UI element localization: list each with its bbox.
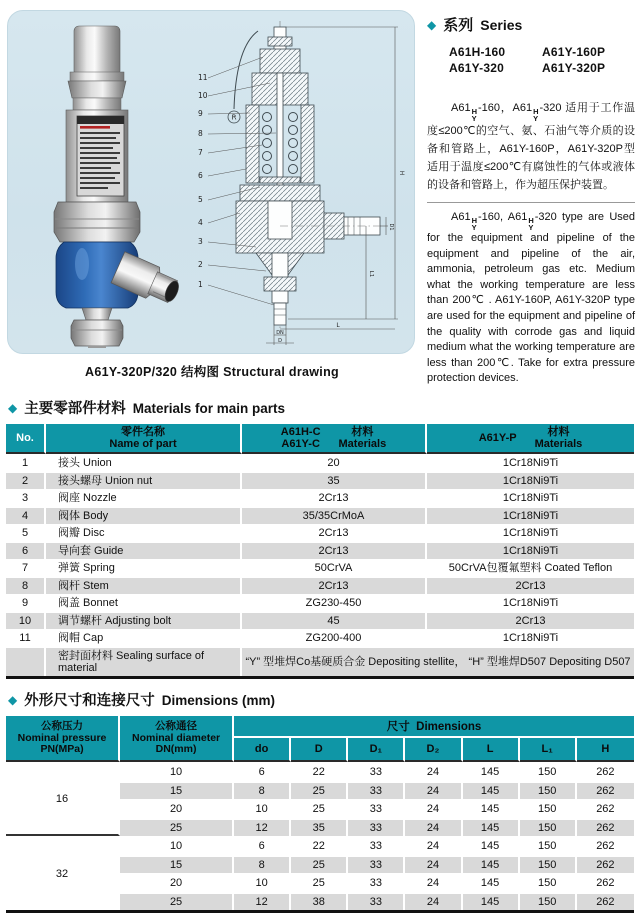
valve-flange-nut (54, 202, 140, 242)
table-row (6, 541, 634, 559)
table-cell: ZG230-450 (242, 594, 427, 612)
table-cell: 接头螺母 Union nut (46, 471, 242, 489)
callout-number: 9 (197, 109, 203, 118)
table-cell: 25 (291, 873, 348, 892)
table-row (6, 594, 634, 612)
table-cell: 12 (234, 892, 291, 911)
table-cell: 10 (6, 611, 46, 629)
table-cell: 35 (291, 818, 348, 837)
drawing-label-r: R (231, 113, 236, 122)
materials-header-no: No. (6, 424, 46, 454)
table-cell: 33 (348, 762, 405, 781)
dims-header-pn: 公称压力 Nominal pressure PN(MPa) (6, 716, 120, 762)
valve-stem-tip (88, 346, 106, 348)
materials-title-zh: 主要零部件材料 (24, 400, 126, 417)
series-model: A61Y-320 (449, 61, 504, 75)
table-cell: 150 (520, 836, 577, 855)
table-cell: 145 (463, 818, 520, 837)
table-cell: 25 (291, 855, 348, 874)
table-cell: 1Cr18Ni9Ti (427, 541, 634, 559)
table-cell: 145 (463, 762, 520, 781)
table-cell: 150 (520, 855, 577, 874)
table-row (6, 836, 634, 855)
table-cell: 4 (6, 506, 46, 524)
svg-text:L: L (335, 322, 340, 329)
table-cell: 150 (520, 892, 577, 911)
table-cell: 24 (405, 873, 462, 892)
table-cell: 1Cr18Ni9Ti (427, 489, 634, 507)
dims-subheader: D₁ (348, 738, 405, 762)
table-cell: 50CrVA包覆氟塑料 Coated Teflon (427, 559, 634, 577)
table-cell: 150 (520, 873, 577, 892)
series-model: A61H-160 (449, 45, 506, 59)
product-panel (7, 10, 415, 354)
valve-hex-collar (68, 81, 126, 98)
dimensions-section-heading (8, 689, 640, 710)
sealing-surface-row (6, 646, 634, 676)
table-cell: 25 (291, 781, 348, 800)
table-cell: 22 (291, 762, 348, 781)
table-cell: 2Cr13 (242, 524, 427, 542)
table-cell: 7 (6, 559, 46, 577)
dims-subheader: L (463, 738, 520, 762)
table-row (6, 506, 634, 524)
table-cell: 24 (405, 762, 462, 781)
materials-header-a61hc: A61H-C A61Y-C 材料 Materials (242, 424, 427, 454)
table-cell: 阀体 Body (46, 506, 242, 524)
table-cell: 3 (6, 489, 46, 507)
table-row (6, 559, 634, 577)
table-cell: 2 (6, 471, 46, 489)
table-cell: 1 (6, 454, 46, 472)
table-row (6, 762, 634, 781)
callout-number: 6 (197, 171, 203, 180)
table-cell: 145 (463, 781, 520, 800)
table-cell: 150 (520, 762, 577, 781)
table-cell: 150 (520, 799, 577, 818)
diamond-bullet-icon: ◆ (8, 693, 18, 708)
table-cell: 262 (577, 892, 634, 911)
callout-number: 11 (197, 73, 208, 82)
structural-drawing-container (186, 11, 414, 353)
paragraph-divider (427, 202, 635, 203)
table-row (6, 524, 634, 542)
table-cell (6, 646, 46, 676)
table-cell: 2Cr13 (242, 541, 427, 559)
table-cell: 12 (234, 818, 291, 837)
table-cell: 10 (234, 799, 291, 818)
table-cell: 15 (120, 781, 234, 800)
table-row (6, 629, 634, 647)
dims-header-dn: 公称通径 Nominal diameter DN(mm) (120, 716, 234, 762)
table-row (6, 454, 634, 472)
table-cell: 阀瓣 Disc (46, 524, 242, 542)
table-cell: 8 (6, 576, 46, 594)
table-cell: 10 (120, 836, 234, 855)
dims-subheader: L₁ (520, 738, 577, 762)
table-cell: 262 (577, 855, 634, 874)
table-cell: 阀杆 Stem (46, 576, 242, 594)
table-cell: 6 (6, 541, 46, 559)
table-cell: 35 (242, 471, 427, 489)
callout-number: 2 (197, 260, 203, 269)
dims-subheader: D (291, 738, 348, 762)
table-cell: 150 (520, 781, 577, 800)
series-model-list (427, 45, 635, 75)
table-cell: 9 (6, 594, 46, 612)
description-zh: A61 H Y -160，A61 H Y -320 适用于工作温度≤200℃的空气、氨、石油气等介质的设备和管路上，A61Y-160P，A61Y-320P型适用于温度≤200℃有腐蚀性的气体或液体的设备和管路上，作为超压保护装置。 (427, 102, 636, 191)
drawing-caption: A61Y-320P/320 结构图 Structural drawing (85, 365, 339, 379)
diamond-bullet-icon: ◆ (427, 18, 437, 32)
valve-union-nut (71, 320, 123, 346)
table-cell: 145 (463, 855, 520, 874)
table-cell: 24 (405, 781, 462, 800)
svg-text:L1: L1 (367, 270, 374, 278)
callout-number: 1 (197, 280, 203, 289)
series-column (427, 10, 635, 387)
table-cell: 阀帽 Cap (46, 629, 242, 647)
illustration-column (7, 10, 417, 387)
table-cell: 弹簧 Spring (46, 559, 242, 577)
dimensions-title-zh: 外形尺寸和连接尺寸 (24, 693, 155, 710)
table-cell: 2Cr13 (427, 576, 634, 594)
table-row (6, 489, 634, 507)
table-cell: 调节螺杆 Adjusting bolt (46, 611, 242, 629)
table-cell: 262 (577, 836, 634, 855)
materials-title-en: Materials for main parts (132, 400, 286, 416)
table-cell: 导向套 Guide (46, 541, 242, 559)
series-title-en: Series (480, 17, 523, 33)
table-cell: 15 (120, 855, 234, 874)
table-cell: 262 (577, 799, 634, 818)
svg-text:H: H (397, 170, 405, 176)
table-cell: 262 (577, 818, 634, 837)
dims-subheader: H (577, 738, 634, 762)
callout-number: 4 (197, 218, 203, 227)
table-cell: 阀盖 Bonnet (46, 594, 242, 612)
table-row (6, 471, 634, 489)
materials-header-name: 零件名称 Name of part (46, 424, 242, 454)
description-en: A61 H Y -160, A61 H Y -320 type are Used for the equipment and pipeline of the equipment and pipeline of the air, ammonia, petroleum gas etc. Medium what the working temperature are less than 200℃ . A61Y-160P, A61Y-320P type are used for the equipment and pipeline of the quality with corrode gas and liquid medium what the working temperature are less than 200℃. Take for extra pressure protection devices. (427, 211, 635, 385)
table-cell: 10 (234, 873, 291, 892)
dimensions-table (6, 716, 634, 913)
table-cell: 25 (291, 799, 348, 818)
materials-section-heading (8, 397, 640, 418)
table-cell: 33 (348, 799, 405, 818)
dims-header-dimensions: 尺寸 Dimensions (234, 716, 634, 738)
table-cell: 2Cr13 (242, 576, 427, 594)
svg-text:D1: D1 (387, 223, 394, 231)
table-cell: 145 (463, 892, 520, 911)
table-cell: 阀座 Nozzle (46, 489, 242, 507)
table-cell: 25 (120, 892, 234, 911)
table-cell: ZG200-400 (242, 629, 427, 647)
table-cell: 24 (405, 836, 462, 855)
table-cell: 1Cr18Ni9Ti (427, 454, 634, 472)
table-cell: 8 (234, 781, 291, 800)
table-cell: 24 (405, 799, 462, 818)
structural-drawing-image (188, 17, 413, 347)
svg-text:D: D (277, 338, 282, 344)
table-cell: 25 (120, 818, 234, 837)
table-cell: 10 (120, 762, 234, 781)
table-cell: 33 (348, 836, 405, 855)
table-cell: 262 (577, 762, 634, 781)
table-cell: 1Cr18Ni9Ti (427, 594, 634, 612)
table-cell: 11 (6, 629, 46, 647)
table-cell: 24 (405, 892, 462, 911)
table-row (6, 576, 634, 594)
callout-number: 5 (197, 195, 203, 204)
table-cell: 150 (520, 818, 577, 837)
table-cell: 20 (120, 873, 234, 892)
callout-number: 3 (197, 237, 203, 246)
table-cell: 262 (577, 781, 634, 800)
table-cell: 262 (577, 873, 634, 892)
table-cell: 33 (348, 781, 405, 800)
table-cell: 1Cr18Ni9Ti (427, 506, 634, 524)
table-cell: 20 (120, 799, 234, 818)
table-cell: 145 (463, 836, 520, 855)
materials-table (6, 424, 634, 680)
dims-subheader: do (234, 738, 291, 762)
valve-cap (74, 26, 120, 76)
table-cell: 5 (6, 524, 46, 542)
table-cell: 6 (234, 762, 291, 781)
table-cell: 50CrVA (242, 559, 427, 577)
series-model: A61Y-320P (542, 61, 606, 75)
table-cell: 24 (405, 818, 462, 837)
top-area (0, 0, 640, 387)
table-cell: 20 (242, 454, 427, 472)
diamond-bullet-icon: ◆ (8, 400, 18, 415)
materials-header-a61yp: A61Y-P 材料 Materials (427, 424, 634, 454)
series-heading (427, 14, 635, 35)
valve-photo-container (8, 11, 186, 353)
table-cell: 24 (405, 855, 462, 874)
table-cell: 33 (348, 873, 405, 892)
pn-group-cell: 16 (6, 762, 120, 836)
table-cell: 145 (463, 799, 520, 818)
table-cell: 145 (463, 873, 520, 892)
table-cell: 35/35CrMoA (242, 506, 427, 524)
callout-number: 8 (197, 129, 203, 138)
table-cell: 6 (234, 836, 291, 855)
table-cell: 33 (348, 855, 405, 874)
table-cell: 1Cr18Ni9Ti (427, 629, 634, 647)
table-cell: 8 (234, 855, 291, 874)
table-cell: 接头 Union (46, 454, 242, 472)
series-title-zh: 系列 (443, 17, 474, 34)
series-model: A61Y-160P (542, 45, 606, 59)
table-cell: 1Cr18Ni9Ti (427, 524, 634, 542)
sealing-label: 密封面材料 Sealing surface of material (46, 646, 242, 676)
table-cell: 33 (348, 892, 405, 911)
callout-number: 10 (197, 91, 208, 100)
dimensions-title-en: Dimensions (mm) (161, 693, 276, 709)
valve-photo-image (22, 16, 172, 348)
table-cell: 38 (291, 892, 348, 911)
pn-group-cell: 32 (6, 836, 120, 910)
sealing-value: “Y” 型堆焊Co基硬质合金 Depositing stellite， “H” 型堆焊D507 Depositing D507 (242, 646, 634, 676)
table-cell: 22 (291, 836, 348, 855)
table-cell: 2Cr13 (427, 611, 634, 629)
dims-subheader: D₂ (405, 738, 462, 762)
callout-number: 7 (197, 148, 203, 157)
table-row (6, 611, 634, 629)
table-cell: 1Cr18Ni9Ti (427, 471, 634, 489)
table-cell: 45 (242, 611, 427, 629)
table-cell: 33 (348, 818, 405, 837)
table-cell: 2Cr13 (242, 489, 427, 507)
svg-text:DN: DN (275, 330, 284, 336)
